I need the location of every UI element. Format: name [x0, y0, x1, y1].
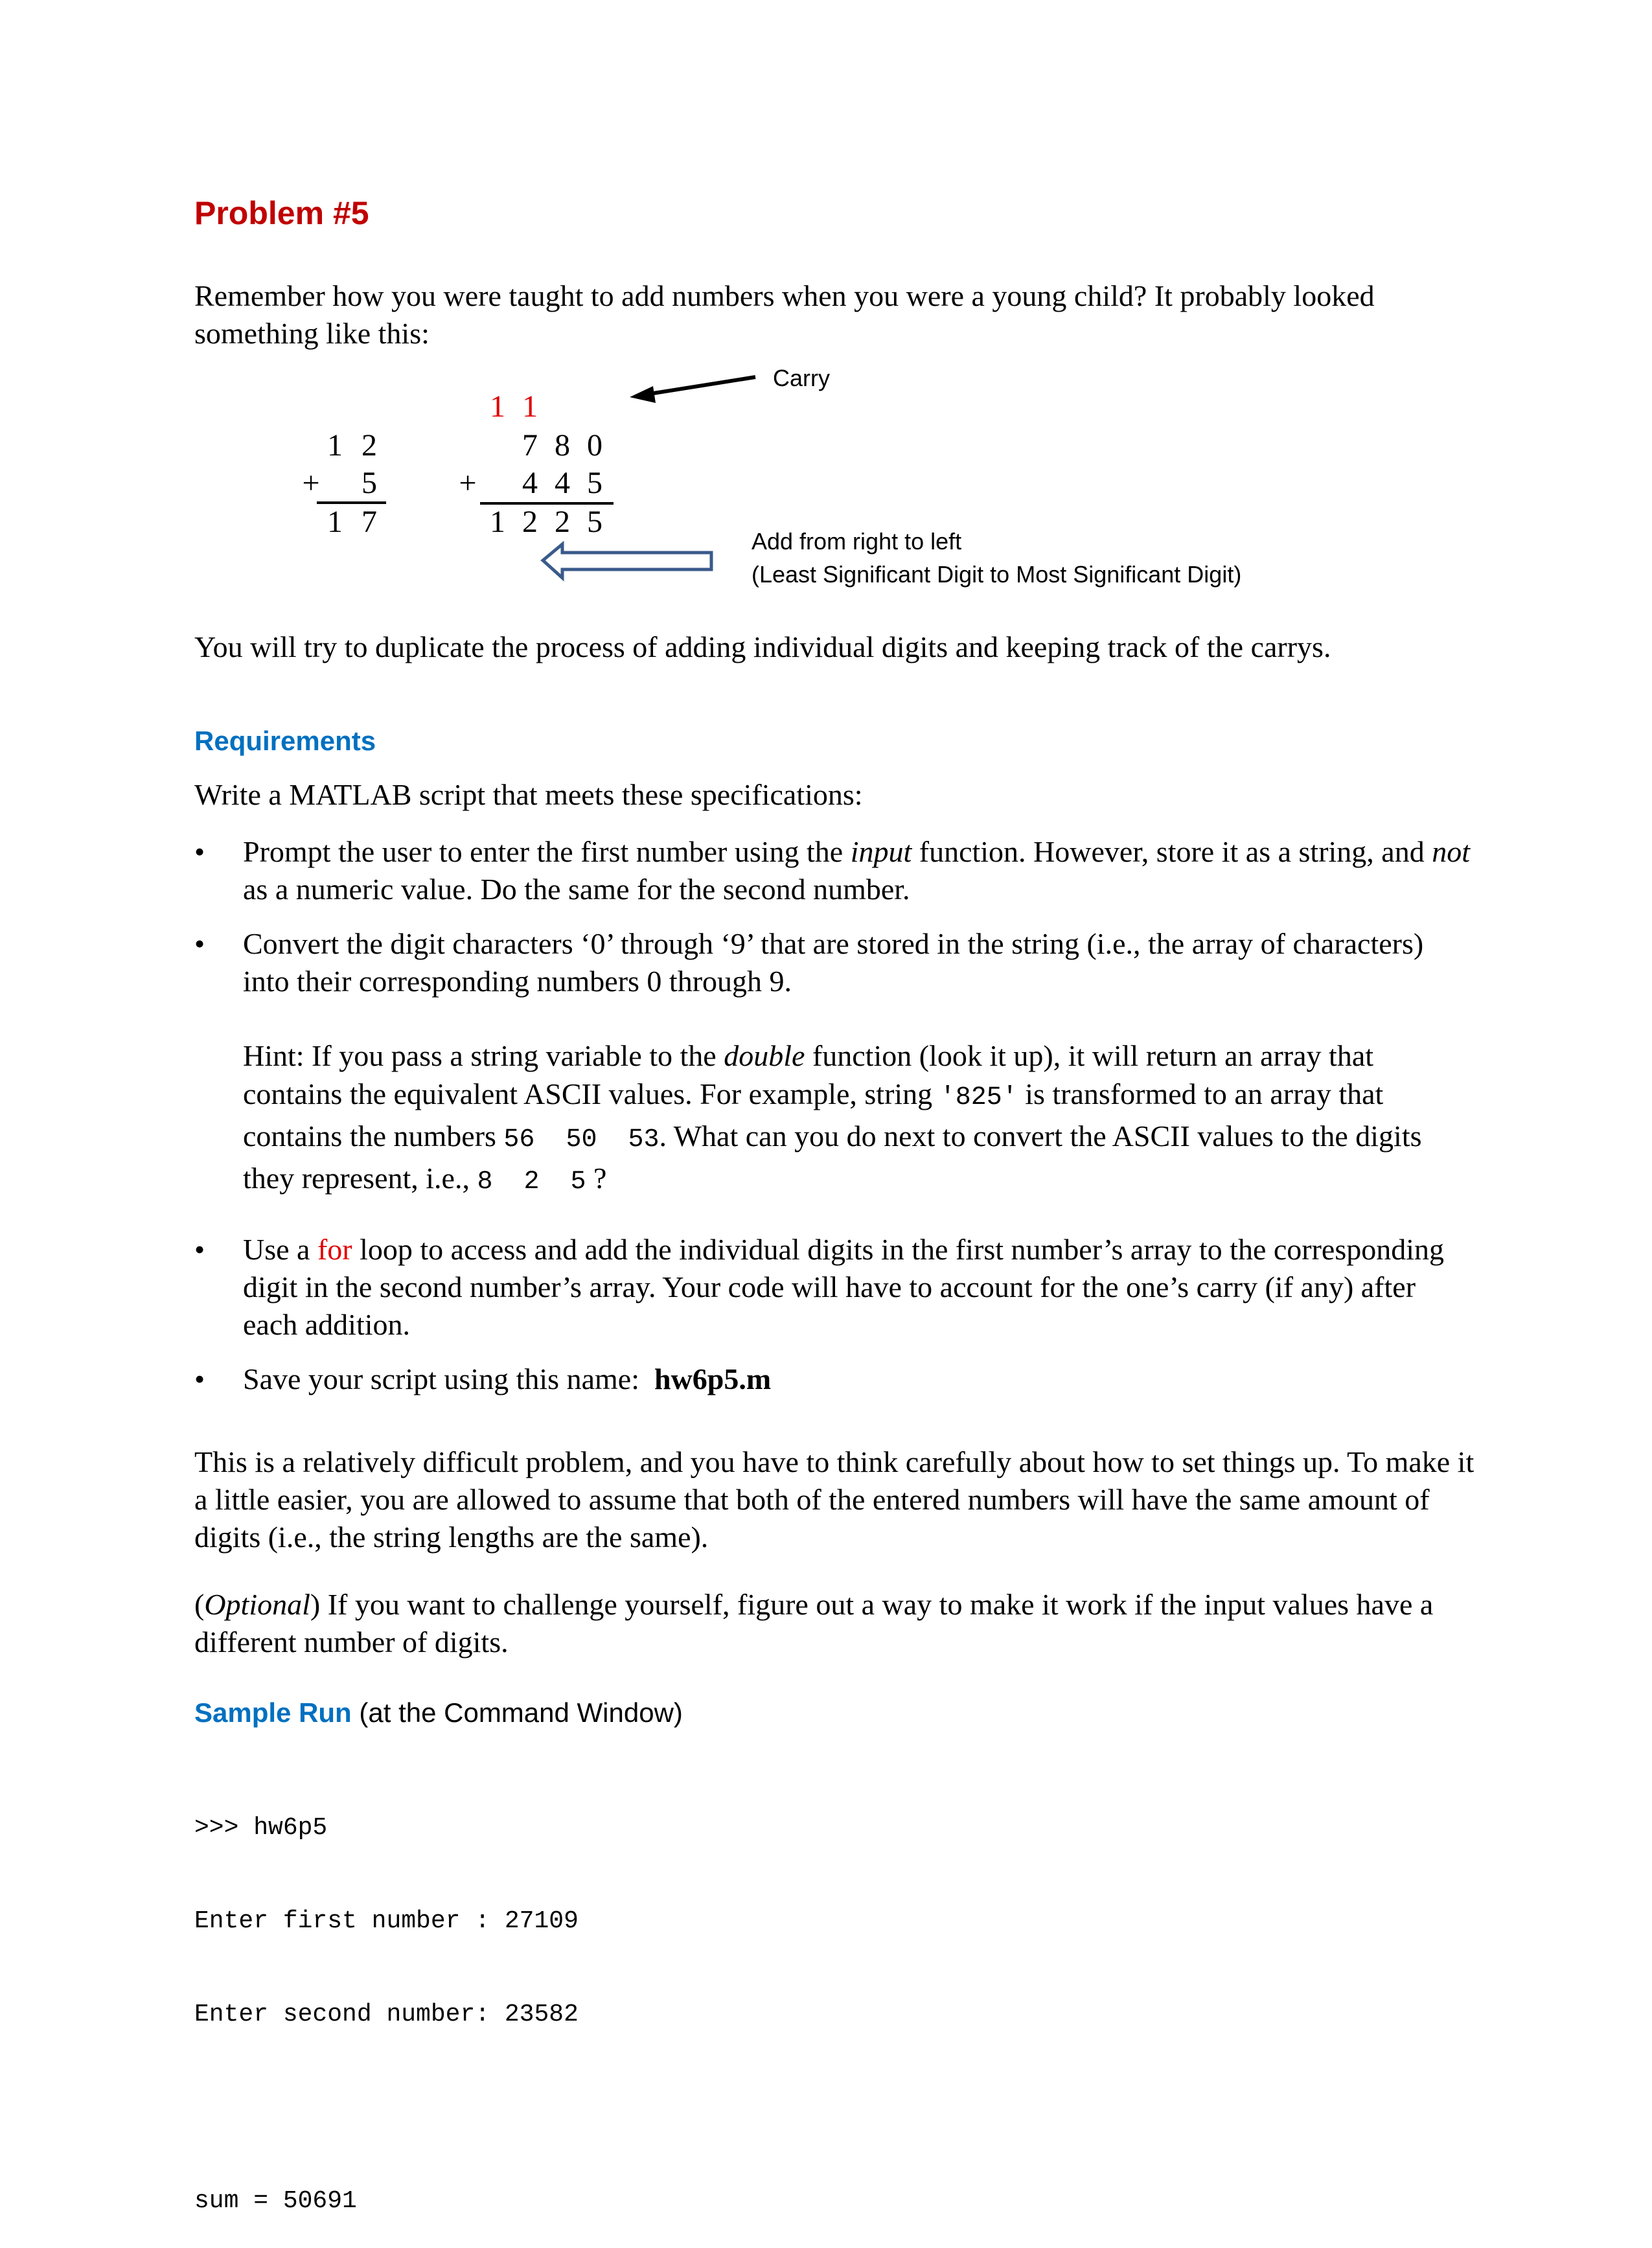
console-line: Enter second number: 23582: [194, 2001, 579, 2028]
digit: 7: [361, 505, 377, 539]
bullet-icon: •: [194, 1362, 205, 1395]
sample-run-title: Sample Run: [194, 1697, 352, 1728]
console-line: Enter first number : 27109: [194, 1907, 579, 1935]
requirements-list: [194, 925, 1471, 1000]
direction-label: Add from right to left: [751, 528, 962, 555]
hint-text: Hint: If you pass a string variable to the: [243, 1039, 724, 1072]
hint-text: . What can you do next to convert the ASCII values to the digits they represent, i.e.,: [243, 1119, 1422, 1195]
bullet-icon: •: [194, 835, 205, 868]
bullet-icon: •: [194, 1233, 205, 1266]
direction-sublabel: (Least Significant Digit to Most Significant Digit): [751, 561, 1242, 588]
requirements-intro: Write a MATLAB script that meets these specifications:: [194, 778, 863, 811]
digit: 7: [522, 428, 538, 463]
carry-label: Carry: [773, 365, 830, 391]
digit: 2: [555, 505, 570, 539]
digit: 4: [522, 466, 538, 500]
code-string-825: '825': [939, 1083, 1018, 1112]
list-item: [194, 1231, 1471, 1344]
digit: 4: [555, 466, 570, 500]
optional-label: Optional: [204, 1588, 310, 1621]
keyword-for: for: [317, 1233, 352, 1266]
plus-sign: +: [459, 466, 477, 500]
list-item: [194, 925, 1471, 1000]
optional-paragraph: [194, 1586, 1477, 1661]
carry-arrow-icon: [622, 369, 771, 408]
optional-text: ) If you want to challenge yourself, figure out a way to make it work if the input values have a different number of digits.: [194, 1588, 1434, 1658]
command-window-output: [194, 1750, 579, 2248]
digit: 1: [327, 505, 343, 539]
console-line: [194, 2093, 579, 2124]
bullet-text: function. However, store it as a string, and: [912, 835, 1432, 868]
console-line: sum = 50691: [194, 2187, 357, 2215]
paren: (: [194, 1588, 205, 1621]
digit: 2: [361, 428, 377, 463]
duplicate-statement: You will try to duplicate the process of adding individual digits and keeping track of the carrys.: [194, 630, 1331, 663]
left-arrow-icon: [538, 541, 726, 586]
digit: 1: [490, 505, 505, 539]
bullet-text: Prompt the user to enter the first number using the: [243, 835, 851, 868]
bullet-text: as a numeric value. Do the same for the second number.: [243, 873, 910, 906]
bullet-text: Convert the digit characters ‘0’ through ‘9’ that are stored in the string (i.e., the array of characters) into their corresponding numbers 0 through 9.: [243, 927, 1424, 998]
code-digit-values: 8 2 5: [477, 1167, 586, 1197]
digit: 1: [327, 428, 343, 463]
sample-run-heading: [194, 1697, 683, 1728]
console-line: >>> hw6p5: [194, 1814, 328, 1842]
list-item: [194, 1360, 1471, 1398]
requirements-list: [194, 1231, 1471, 1344]
digit: 5: [361, 466, 377, 500]
bullet-text: Use a: [243, 1233, 317, 1266]
intro-paragraph: Remember how you were taught to add numbers when you were a young child? It probably looked something like this:: [194, 279, 1375, 350]
code-ascii-values: 56 50 53: [503, 1125, 660, 1154]
requirements-list: [194, 1360, 1471, 1398]
script-filename: hw6p5.m: [654, 1362, 772, 1395]
requirements-heading: Requirements: [194, 726, 376, 756]
digit: 5: [587, 505, 602, 539]
digit: 8: [555, 428, 570, 463]
requirements-list: [194, 833, 1471, 908]
emphasis-not: not: [1432, 835, 1471, 868]
list-item: [194, 833, 1471, 908]
difficulty-paragraph: This is a relatively difficult problem, and you have to think carefully about how to set things up. To make it a little easier, you are allowed to assume that both of the entered numbers will have the same amount of digits (i.e., the string lengths are the same).: [194, 1445, 1474, 1554]
hint-paragraph: [194, 1037, 1474, 1201]
hint-text: is transformed to an array that contains the numbers: [243, 1077, 1384, 1153]
function-name-input: input: [850, 835, 912, 868]
digit: 5: [587, 466, 602, 500]
bullet-text: Save your script using this name:: [243, 1362, 654, 1395]
digit: 2: [522, 505, 538, 539]
sample-run-subtitle: (at the Command Window): [351, 1697, 683, 1728]
function-name-double: double: [724, 1039, 805, 1072]
digit: 0: [587, 428, 602, 463]
carry-digit: 1: [522, 389, 538, 424]
plus-sign: +: [302, 466, 320, 500]
problem-title: Problem #5: [194, 195, 369, 231]
bullet-icon: •: [194, 927, 205, 960]
carry-digit: 1: [490, 389, 505, 424]
hint-text: ?: [586, 1162, 607, 1195]
bullet-text: loop to access and add the individual digits in the first number’s array to the corresponding digit in the second number’s array. Your code will have to account for the one’s carry (if any) after each addition.: [243, 1233, 1445, 1341]
hint-text: function (look it up), it will return an array that contains the equivalent ASCII values. For example, string: [243, 1039, 1374, 1110]
